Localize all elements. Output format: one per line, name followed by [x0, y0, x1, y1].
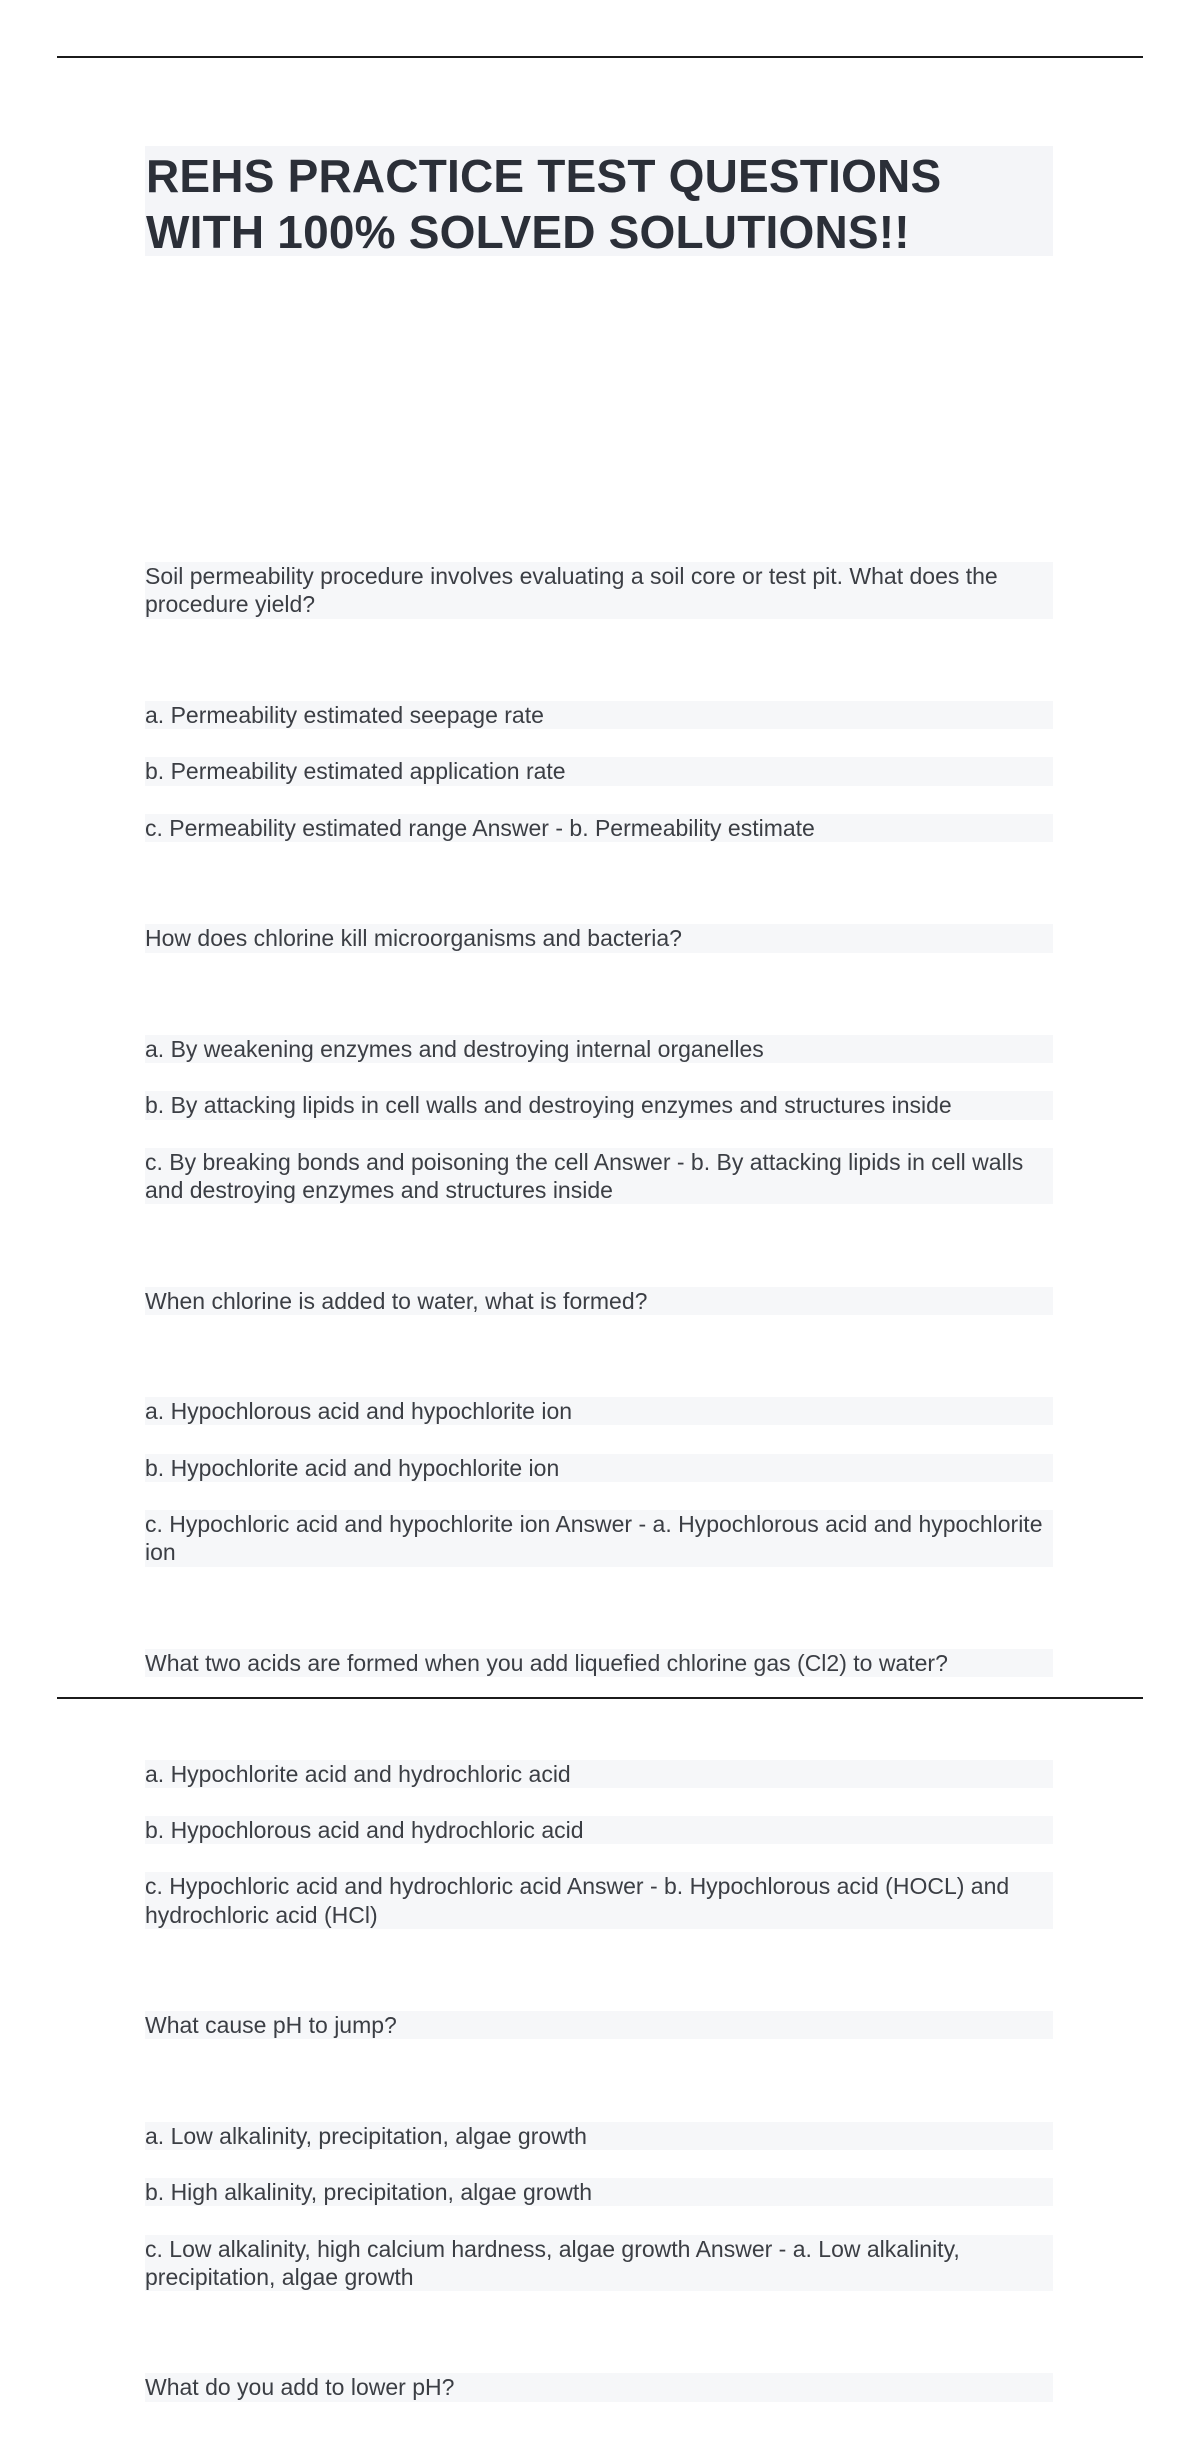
- option-b: b. Hypochlorous acid and hydrochloric acid: [145, 1816, 1053, 1844]
- question-block-3: [145, 1258, 1053, 1343]
- bottom-rule: [57, 1697, 1143, 1699]
- title-line-1: REHS PRACTICE TEST QUESTIONS: [146, 150, 942, 202]
- question-text: What do you add to lower pH?: [145, 2373, 1053, 2401]
- question-text: How does chlorine kill microorganisms and bacteria?: [145, 924, 1053, 952]
- question-block-6: [145, 2345, 1053, 2430]
- options-block-2: [145, 1007, 1053, 1233]
- question-text: When chlorine is added to water, what is formed?: [145, 1287, 1053, 1315]
- document-title: [145, 146, 941, 260]
- question-block-1: [145, 534, 1053, 647]
- title-block: [145, 146, 1053, 256]
- option-a: a. Hypochlorite acid and hydrochloric acid: [145, 1760, 1053, 1788]
- top-rule: [57, 56, 1143, 58]
- option-a: a. Low alkalinity, precipitation, algae growth: [145, 2122, 1053, 2150]
- option-a: a. Hypochlorous acid and hypochlorite ion: [145, 1397, 1053, 1425]
- question-text: What cause pH to jump?: [145, 2011, 1053, 2039]
- option-c-answer: c. By breaking bonds and poisoning the cell Answer - b. By attacking lipids in cell walls and destroying enzymes and structures inside: [145, 1148, 1053, 1204]
- question-text: Soil permeability procedure involves evaluating a soil core or test pit. What does the procedure yield?: [145, 562, 1053, 618]
- question-text: What two acids are formed when you add liquefied chlorine gas (Cl2) to water?: [145, 1649, 1053, 1677]
- options-block-3: [145, 1369, 1053, 1595]
- option-b: b. Permeability estimated application rate: [145, 757, 1053, 785]
- option-a: a. By weakening enzymes and destroying internal organelles: [145, 1035, 1053, 1063]
- options-block-4: [145, 1731, 1053, 1957]
- option-b: b. Hypochlorite acid and hypochlorite ion: [145, 1454, 1053, 1482]
- option-c-answer: c. Permeability estimated range Answer - b. Permeability estimate: [145, 814, 1053, 842]
- option-b: b. High alkalinity, precipitation, algae growth: [145, 2178, 1053, 2206]
- title-line-2: WITH 100% SOLVED SOLUTIONS!!: [146, 206, 910, 258]
- question-block-4: [145, 1621, 1053, 1706]
- option-b: b. By attacking lipids in cell walls and destroying enzymes and structures inside: [145, 1091, 1053, 1119]
- option-c-answer: c. Low alkalinity, high calcium hardness, algae growth Answer - a. Low alkalinity, precipitation, algae growth: [145, 2235, 1053, 2291]
- question-block-2: [145, 896, 1053, 981]
- option-c-answer: c. Hypochloric acid and hypochlorite ion Answer - a. Hypochlorous acid and hypochlorite ion: [145, 1510, 1053, 1566]
- options-block-1: [145, 673, 1053, 870]
- option-a: a. Permeability estimated seepage rate: [145, 701, 1053, 729]
- options-block-5: [145, 2094, 1053, 2320]
- option-c-answer: c. Hypochloric acid and hydrochloric acid Answer - b. Hypochlorous acid (HOCL) and hydrochloric acid (HCl): [145, 1872, 1053, 1928]
- questions-content: [145, 534, 1053, 2456]
- question-block-5: [145, 1983, 1053, 2068]
